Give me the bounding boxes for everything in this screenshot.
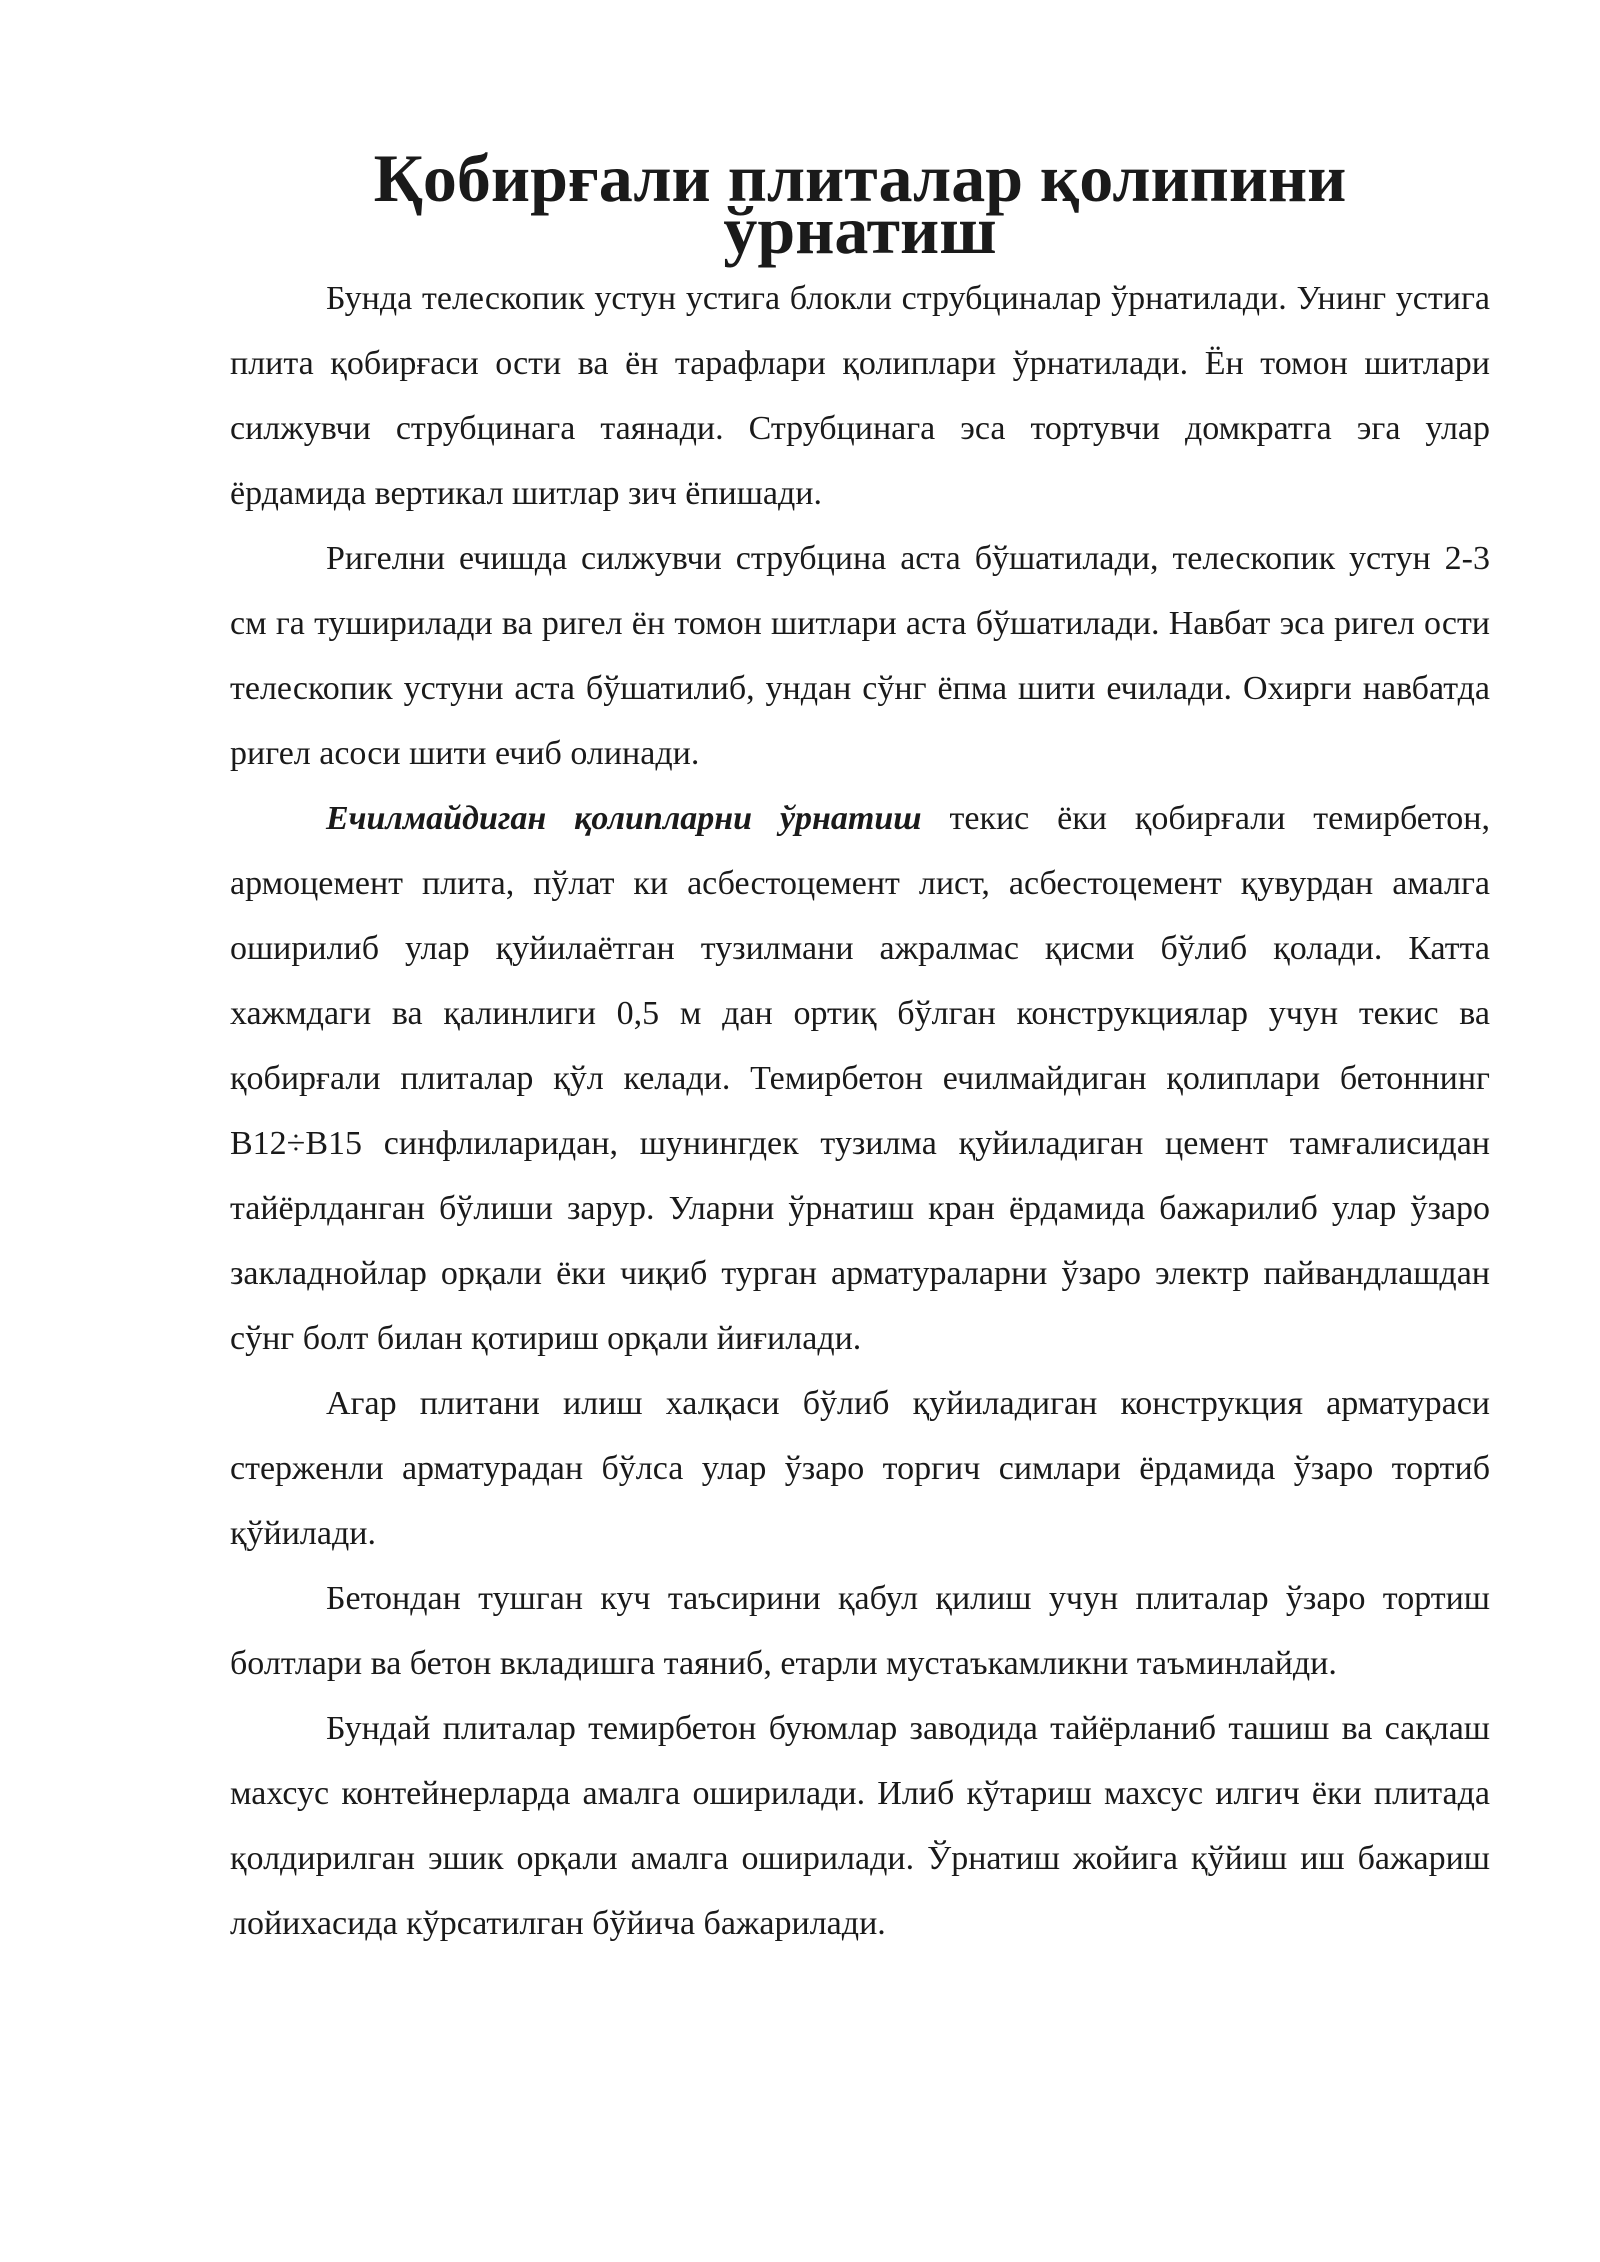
paragraph-text: Бунда телескопик устун устига блокли струбциналар ўрнатилади. Унинг устига плита қобирғаси ости ва ён тарафлари қолиплари ўрнатилади. Ён томон шитлари силжувчи струбцинага таянади. Струбцинага эса тортувчи домкратга эга улар ёрдамида вертикал шитлар зич ёпишади. bbox=[230, 280, 1490, 512]
document-title: Қобирғали плиталар қолипини ўрнатиш bbox=[373, 140, 1347, 268]
paragraph-text: Агар плитани илиш халқаси бўлиб қуйиладиган конструкция арматураси стерженли арматурадан бўлса улар ўзаро торгич симлари ёрдамида ўзаро тортиб қўйилади. bbox=[230, 1385, 1490, 1552]
paragraph-2 bbox=[230, 526, 1490, 786]
document-page bbox=[230, 140, 1490, 1956]
paragraph-5 bbox=[230, 1566, 1490, 1696]
paragraph-3 bbox=[230, 786, 1490, 1371]
paragraph-text: Ригелни ечишда силжувчи струбцина аста бўшатилади, телескопик устун 2-3 см га туширилади ва ригел ён томон шитлари аста бўшатилади. Навбат эса ригел ости телескопик устуни аста бўшатилиб, ундан сўнг ёпма шити ечилади. Охирги навбатда ригел асоси шити ечиб олинади. bbox=[230, 540, 1490, 772]
paragraph-4 bbox=[230, 1371, 1490, 1566]
paragraph-text: текис ёки қобирғали темирбетон, армоцемент плита, пўлат ки асбестоцемент лист, асбестоцемент қувурдан амалга оширилиб улар қуйилаётган тузилмани ажралмас қисми бўлиб қолади. Катта хажмдаги ва қалинлиги 0,5 м дан ортиқ бўлган конструкциялар учун текис ва қобирғали плиталар қўл келади. Темирбетон ечилмайдиган қолиплари бетоннинг В12÷В15 синфлиларидан, шунингдек тузилма қуйиладиган цемент тамғалисидан тайёрлданган бўлиши зарур. Уларни ўрнатиш кран ёрдамида бажарилиб улар ўзаро закладнойлар орқали ёки чиқиб турган арматураларни ўзаро электр пайвандлашдан сўнг болт билан қотириш орқали йиғилади. bbox=[230, 800, 1490, 1357]
paragraph-6 bbox=[230, 1696, 1490, 1956]
paragraph-text: Бетондан тушган куч таъсирини қабул қилиш учун плиталар ўзаро тортиш болтлари ва бетон вкладишга таяниб, етарли мустаъкамликни таъминлайди. bbox=[230, 1580, 1490, 1682]
paragraph-1 bbox=[230, 266, 1490, 526]
emphasized-term: Ечилмайдиган қолипларни ўрнатиш bbox=[326, 800, 922, 837]
paragraph-text: Бундай плиталар темирбетон буюмлар заводида тайёрланиб ташиш ва сақлаш махсус контейнерларда амалга оширилади. Илиб кўтариш махсус илгич ёки плитада қолдирилган эшик орқали амалга оширилади. Ўрнатиш жойига қўйиш иш бажариш лойихасида кўрсатилган бўйича бажарилади. bbox=[230, 1710, 1490, 1942]
